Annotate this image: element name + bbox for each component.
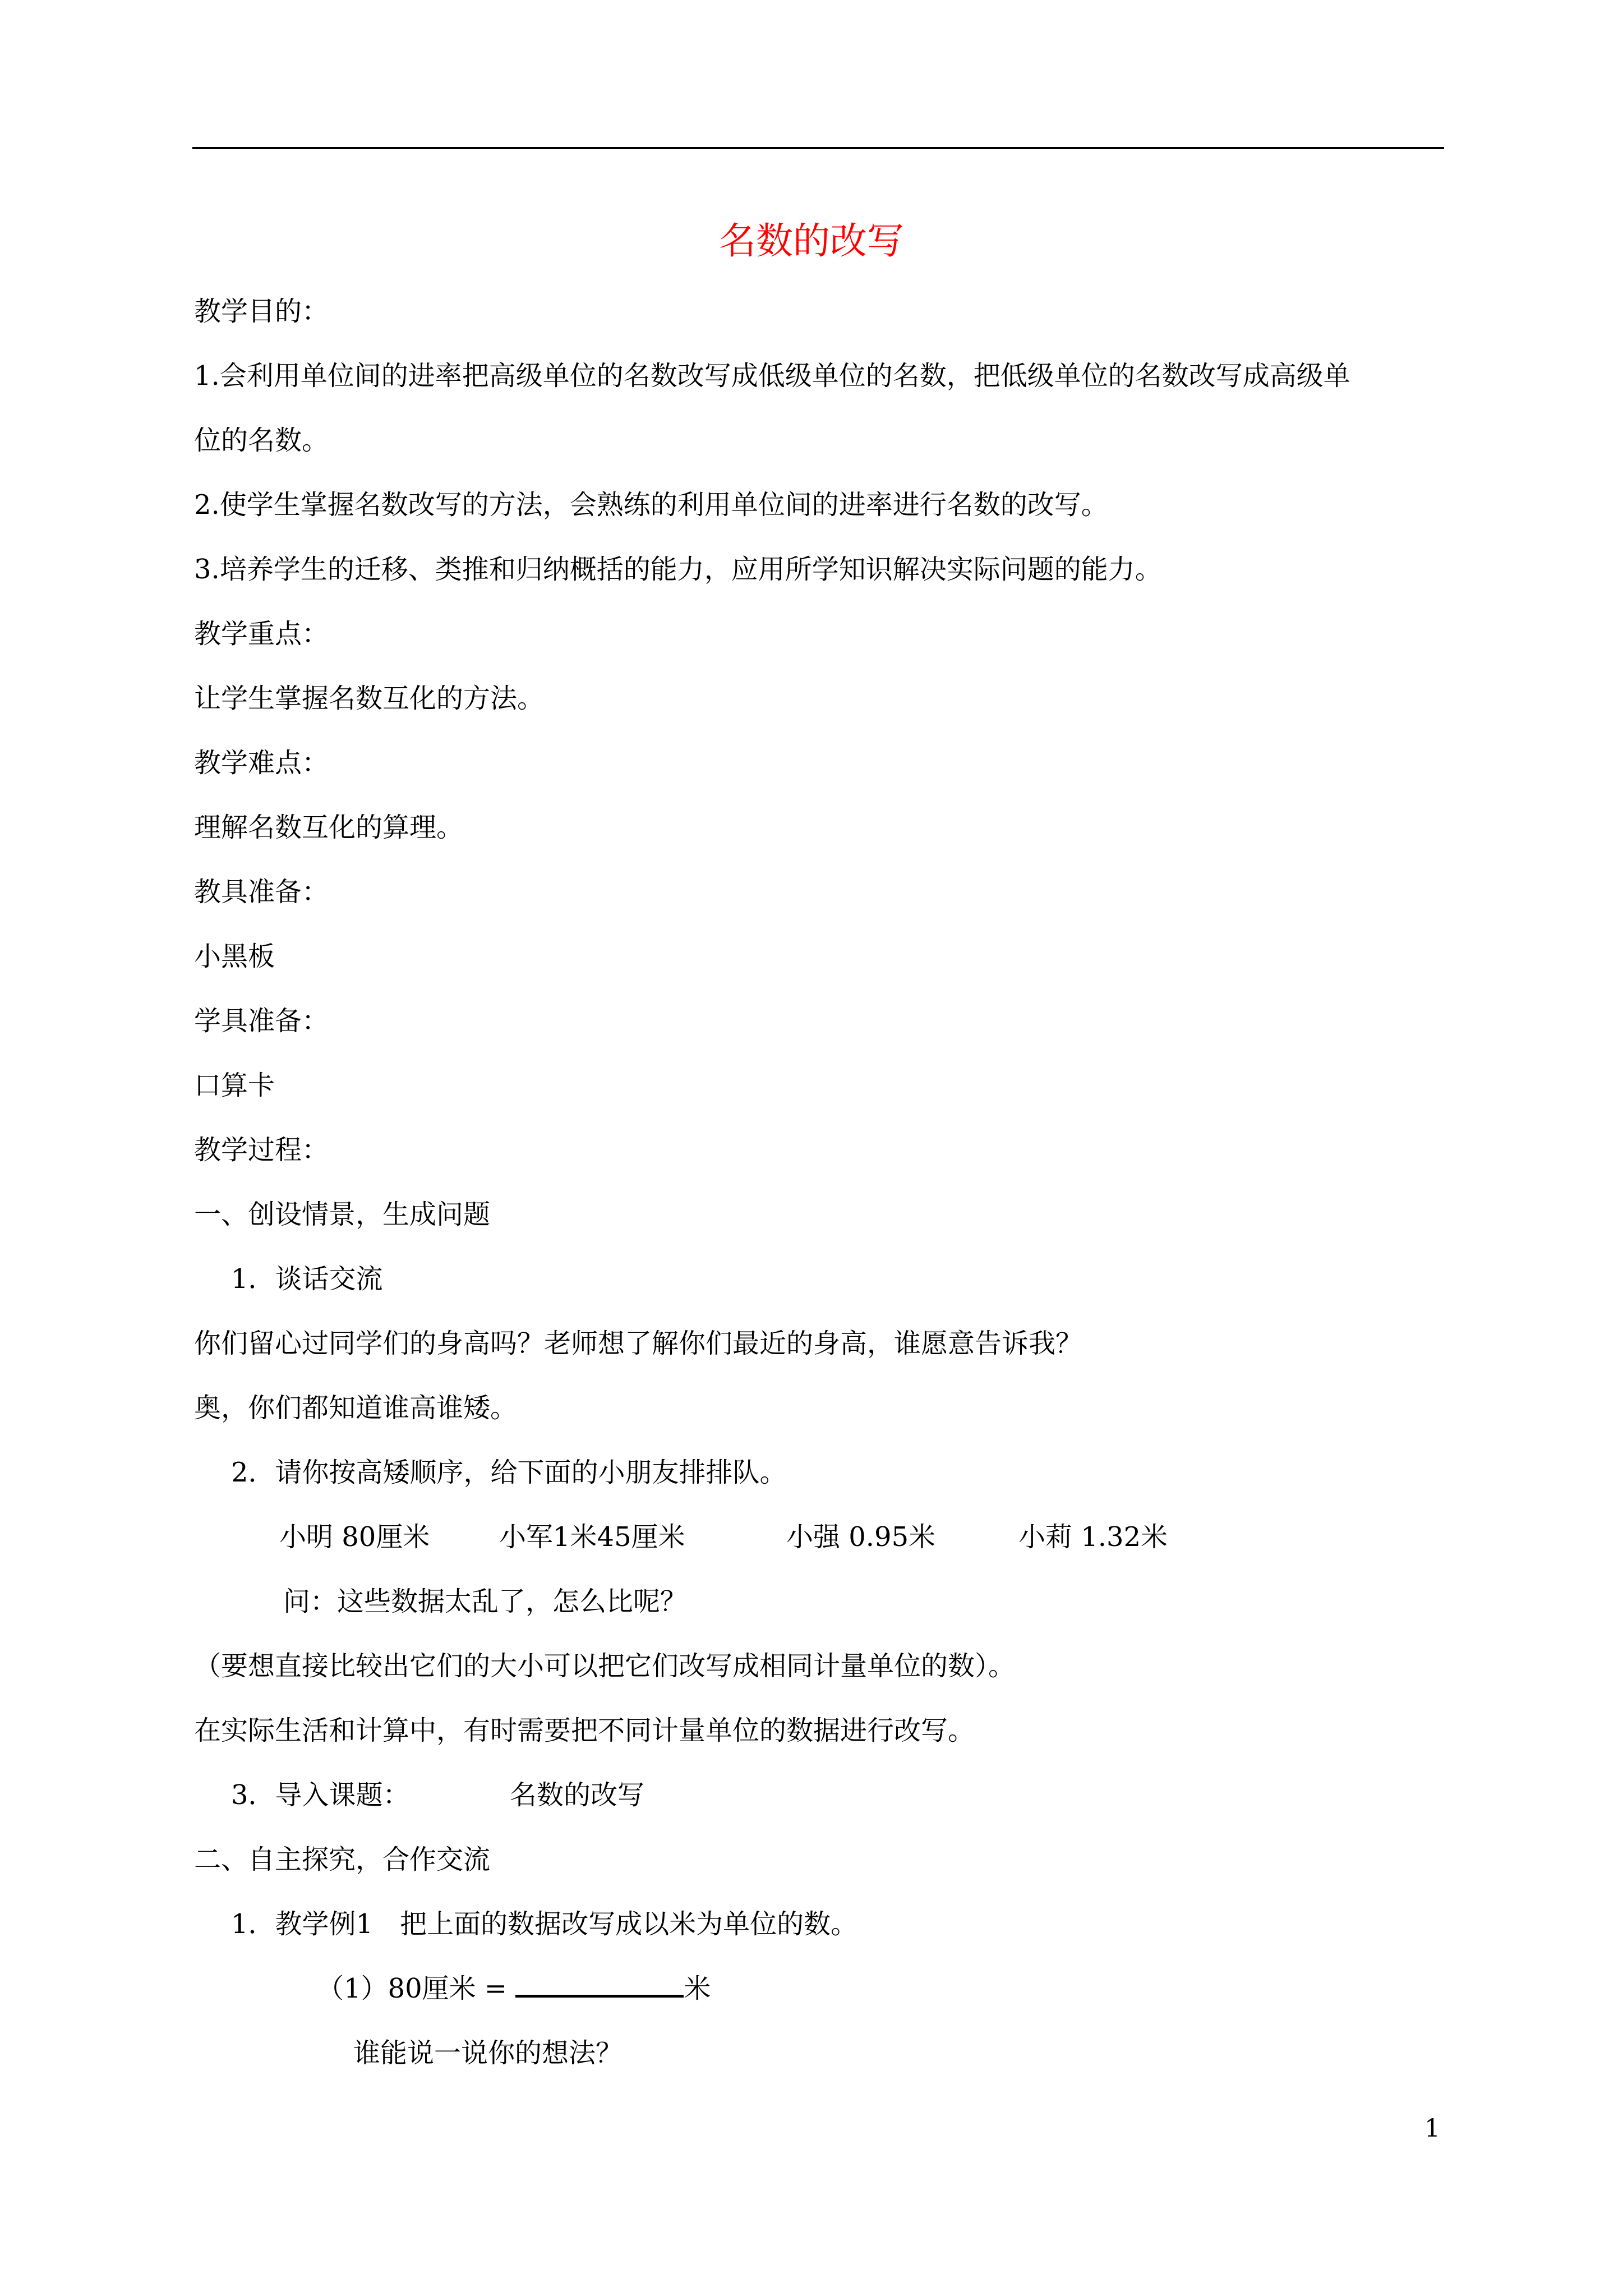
section-1-heading: 一、创设情景，生成问题 <box>194 1199 491 1230</box>
key-points: 让学生掌握名数互化的方法。 <box>194 683 545 714</box>
real-life-note: 在实际生活和计算中，有时需要把不同计量单位的数据进行改写。 <box>194 1715 975 1746</box>
header-rule <box>192 147 1444 149</box>
goal-2: 2.使学生掌握名数改写的方法，会熟练的利用单位间的进率进行名数的改写。 <box>194 489 1108 521</box>
heading-process: 教学过程： <box>194 1134 329 1166</box>
step-1-3 <box>231 1775 1444 1815</box>
dialogue-1: 你们留心过同学们的身高吗？老师想了解你们最近的身高，谁愿意告诉我？ <box>194 1328 1083 1359</box>
kid-xiaojun: 小军1米45厘米 <box>499 1521 685 1553</box>
heading-student-tools: 学具准备： <box>194 1005 329 1037</box>
heights-row <box>279 1517 1444 1557</box>
difficulties: 理解名数互化的算理。 <box>194 812 464 843</box>
heading-key-points: 教学重点： <box>194 618 329 650</box>
page-number: 1 <box>1424 2114 1440 2143</box>
step-1-3-topic: 名数的改写 <box>510 1779 645 1811</box>
section-2-heading: 二、自主探究，合作交流 <box>194 1844 491 1875</box>
parenthetical-note: （要想直接比较出它们的大小可以把它们改写成相同计量单位的数）。 <box>194 1650 1016 1682</box>
step-1-3-label: 3．导入课题： <box>231 1779 410 1811</box>
dialogue-2: 奥，你们都知道谁高谁矮。 <box>194 1392 518 1424</box>
step-2-1: 1．教学例1 把上面的数据改写成以米为单位的数。 <box>231 1908 858 1940</box>
goal-1-line-1: 1.会利用单位间的进率把高级单位的名数改写成低级单位的名数，把低级单位的名数改写成高级单 <box>194 360 1350 392</box>
heading-teaching-tools: 教具准备： <box>194 876 329 908</box>
kid-xiaoming: 小明 80厘米 <box>279 1521 430 1553</box>
exercise-1-prompt: （1）80厘米 = <box>317 1973 508 2004</box>
exercise-1 <box>317 1969 1444 2008</box>
goal-3: 3.培养学生的迁移、类推和归纳概括的能力，应用所学知识解决实际问题的能力。 <box>194 554 1162 585</box>
heading-goals: 教学目的： <box>194 296 329 327</box>
step-1-1: 1．谈话交流 <box>231 1263 383 1295</box>
page-title: 名数的改写 <box>719 219 904 263</box>
student-tools: 口算卡 <box>194 1070 275 1101</box>
exercise-1-unit: 米 <box>684 1973 711 2004</box>
question-compare: 问：这些数据太乱了，怎么比呢？ <box>283 1586 688 1617</box>
prompt-explain: 谁能说一说你的想法？ <box>353 2037 623 2069</box>
step-1-2: 2．请你按高矮顺序，给下面的小朋友排排队。 <box>231 1457 787 1488</box>
kid-xiaoli: 小莉 1.32米 <box>1018 1521 1168 1553</box>
goal-1-line-2: 位的名数。 <box>194 425 329 456</box>
answer-blank <box>515 1969 684 1998</box>
teaching-tools: 小黑板 <box>194 941 275 972</box>
heading-difficulties: 教学难点： <box>194 747 329 779</box>
kid-xiaoqiang: 小强 0.95米 <box>786 1521 936 1553</box>
